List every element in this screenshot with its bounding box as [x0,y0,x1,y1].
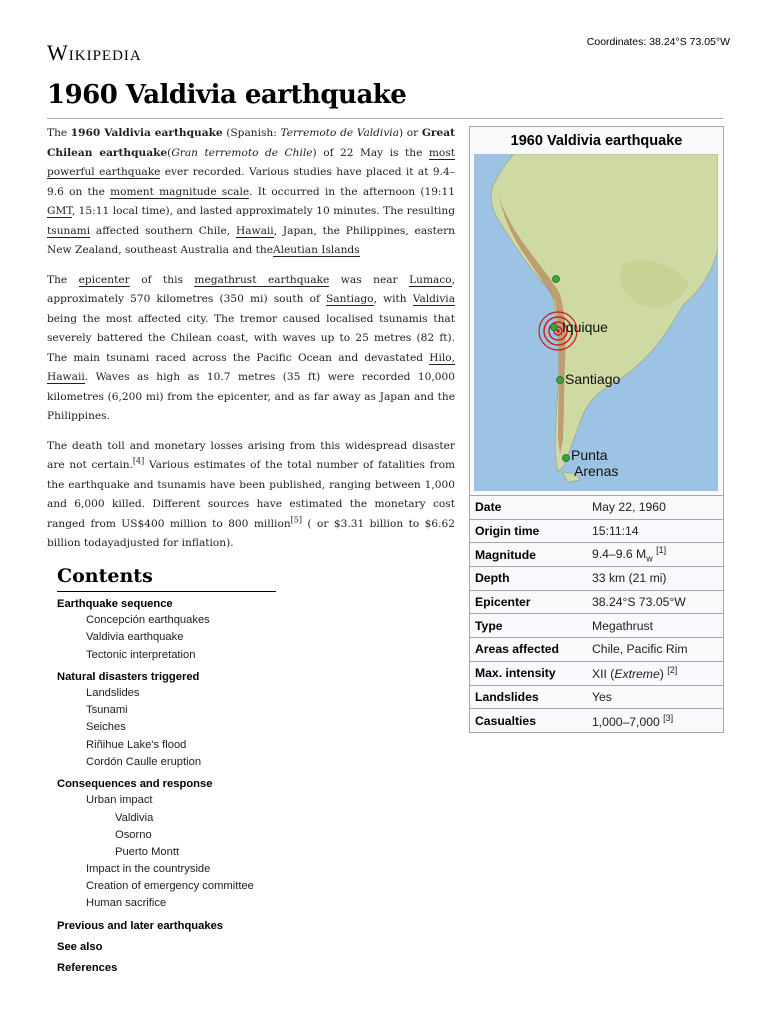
citation-link[interactable]: [3] [663,712,674,723]
infobox-table [470,495,723,732]
link-moment-magnitude-scale[interactable]: moment magnitude scale [110,185,250,198]
infobox-row [470,614,723,638]
toc-item[interactable]: Seiches [86,721,126,734]
infobox-value [587,519,723,543]
toc-list [57,596,277,976]
coordinates-link[interactable]: Coordinates: 38.24°S 73.05°W [586,36,730,48]
text: The [47,127,71,139]
link-megathrust-earthquake[interactable]: megathrust earthquake [194,273,330,286]
toc-item[interactable]: Osorno [115,828,152,841]
south-america-map[interactable] [474,154,718,491]
map-label-santiago: Santiago [565,371,621,387]
infobox-label: Areas affected [470,638,587,662]
location-marker-icon [557,377,564,384]
toc-item[interactable]: Riñihue Lake's flood [86,738,187,751]
value-italic: Extreme [614,667,660,682]
toc-item[interactable]: Previous and later earthquakes [57,919,224,932]
toc-item[interactable]: Creation of emergency committee [86,879,254,892]
toc-item[interactable]: Cordón Caulle eruption [86,756,202,769]
text: . It occurred in the afternoon (19:11 [249,185,455,198]
value-text: 15:11:14 [592,524,639,539]
link-santiago[interactable]: Santiago [326,293,374,305]
text: was near [329,273,410,286]
toc-title: Contents [57,565,153,587]
table-of-contents [57,565,277,976]
text: , with [373,293,413,305]
infobox-row [470,638,723,662]
value-text: Megathrust [592,618,653,633]
text: , 15:11 local time), and lasted approximately 10 minutes. The resulting [71,205,455,217]
map-label-punta: Punta [571,447,608,463]
infobox-value [587,567,723,591]
link-most-powerful-earthquake[interactable]: most powerful earthquake [47,146,456,178]
toc-item[interactable]: Consequences and response [57,778,213,791]
infobox-label: Date [470,496,587,520]
citation-link[interactable]: [4] [132,456,145,466]
text: affected southern Chile, [90,224,236,237]
value-text: Chile, Pacific Rim [592,642,688,657]
toc-item[interactable]: Tectonic interpretation [86,648,196,661]
infobox-value [587,543,723,567]
toc-item[interactable]: Natural disasters triggered [57,670,200,683]
infobox-value [587,590,723,614]
italic-term: Gran terremoto de Chile [171,146,313,159]
infobox-value [587,685,723,709]
toc-item[interactable]: Valdivia [115,811,154,824]
infobox [469,126,724,733]
toc-item[interactable]: Impact in the countryside [86,862,211,875]
infobox-label: Origin time [470,519,587,543]
infobox-label: Max. intensity [470,661,587,685]
text: . Waves as high as 10.7 metres (35 ft) were recorded 10,000 kilometres (6,200 mi) from the epicenter, and as far away as Japan and the Philippines. [47,371,455,422]
bold-term: 1960 Valdivia earthquake [70,127,223,139]
text: ( [167,146,172,159]
location-marker-icon [551,324,558,331]
citation-link[interactable]: [2] [667,665,678,676]
paragraph-epicenter [47,271,455,427]
infobox-value [587,496,723,520]
toc-item[interactable]: Landslides [86,686,140,699]
toc-item[interactable]: See also [57,940,103,953]
value-text: 38.24°S 73.05°W [592,595,686,610]
link-aleutian-islands[interactable]: Aleutian Islands [272,244,360,256]
wikipedia-logo[interactable]: Wikipedia [47,40,142,65]
infobox-row [470,496,723,520]
infobox-row [470,519,723,543]
infobox-label: Magnitude [470,543,587,567]
text: being the most affected city. The tremor caused localised tsunamis that severely battered the Chilean coast, with waves up to 25 metres (82 ft). The main tsunami raced across the Pacific Ocean and devastated [47,312,455,364]
toc-item[interactable]: Concepción earthquakes [86,614,210,626]
map-label-arenas: Arenas [574,463,619,479]
link-valdivia[interactable]: Valdivia [412,293,456,305]
value-text: Yes [592,689,612,704]
text: , Japan, the Philippines, eastern New Zealand, southeast Australia and the [47,224,455,256]
text: of this [129,273,195,286]
location-marker-icon [553,276,560,283]
infobox-value [587,661,723,685]
toc-item[interactable]: Urban impact [86,794,153,807]
infobox-title: 1960 Valdivia earthquake [510,133,683,149]
value-text: 1,000–7,000 [592,714,660,729]
value-text: XII ( [592,667,615,682]
infobox-label: Landslides [470,685,587,709]
link-tsunami[interactable]: tsunami [47,224,91,237]
link-epicenter[interactable]: epicenter [78,273,130,286]
infobox-row [470,543,723,567]
infobox-row [470,590,723,614]
paragraph-death-toll [47,437,455,554]
link-gmt[interactable]: GMT [47,205,72,217]
infobox-label: Type [470,614,587,638]
toc-item[interactable]: Human sacrifice [86,897,167,910]
value-text: May 22, 1960 [592,500,666,515]
text: The [47,273,79,286]
text: (Spanish: [222,127,281,139]
paragraph-intro [47,124,455,261]
value-text: ) [659,667,664,682]
page-title: 1960 Valdivia earthquake [47,80,407,110]
toc-item[interactable]: Valdivia earthquake [86,631,184,644]
article-body [47,124,455,564]
toc-item[interactable]: Puerto Montt [115,845,180,858]
infobox-label: Casualties [470,709,587,732]
infobox-row [470,567,723,591]
map-label-iquique: Iquique [562,319,608,335]
toc-divider [57,591,276,592]
infobox-label: Epicenter [470,590,587,614]
infobox-value [587,709,723,732]
infobox-row [470,709,723,732]
text: ever recorded. Various studies have placed it at 9.4–9.6 on the [47,166,455,198]
toc-item[interactable]: References [57,961,118,974]
bold-term: Great Chilean earthquake [47,127,456,159]
text: ) of 22 May is the [312,146,429,159]
text: ( or $3.31 billion to $6.62 billion todayadjusted for inflation). [47,517,456,549]
location-marker-icon [563,455,570,462]
infobox-label: Depth [470,567,587,591]
italic-term: Terremoto de Valdivia [280,127,400,139]
text: Various estimates of the total number of fatalities from the earthquake and tsunamis have been published, ranging between 1,000 and 6,000 killed. Different sources have estimated the monetary cost ranged from US$400 million to 800 million [47,459,455,530]
title-divider [47,118,723,119]
infobox-row [470,685,723,709]
infobox-row [470,661,723,685]
value-text: 33 km (21 mi) [592,571,667,586]
link-lumaco[interactable]: Lumaco [409,273,452,286]
link-hawaii[interactable]: Hawaii [235,224,274,237]
citation-link[interactable]: [5] [290,514,302,524]
infobox-value [587,614,723,638]
link-hilo-hawaii[interactable]: Hilo, Hawaii [47,351,455,383]
value-subscript: w [646,553,653,564]
text: ) or [399,127,422,139]
text: , approximately 570 kilometres (350 mi) south of [47,273,455,305]
citation-link[interactable]: [1] [656,545,667,556]
toc-item[interactable]: Tsunami [86,704,128,717]
value-text: 9.4–9.6 M [592,547,647,562]
text: The death toll and monetary losses arising from this widespread disaster are not certain. [47,439,455,471]
toc-item[interactable]: Earthquake sequence [57,598,173,610]
infobox-value [587,638,723,662]
